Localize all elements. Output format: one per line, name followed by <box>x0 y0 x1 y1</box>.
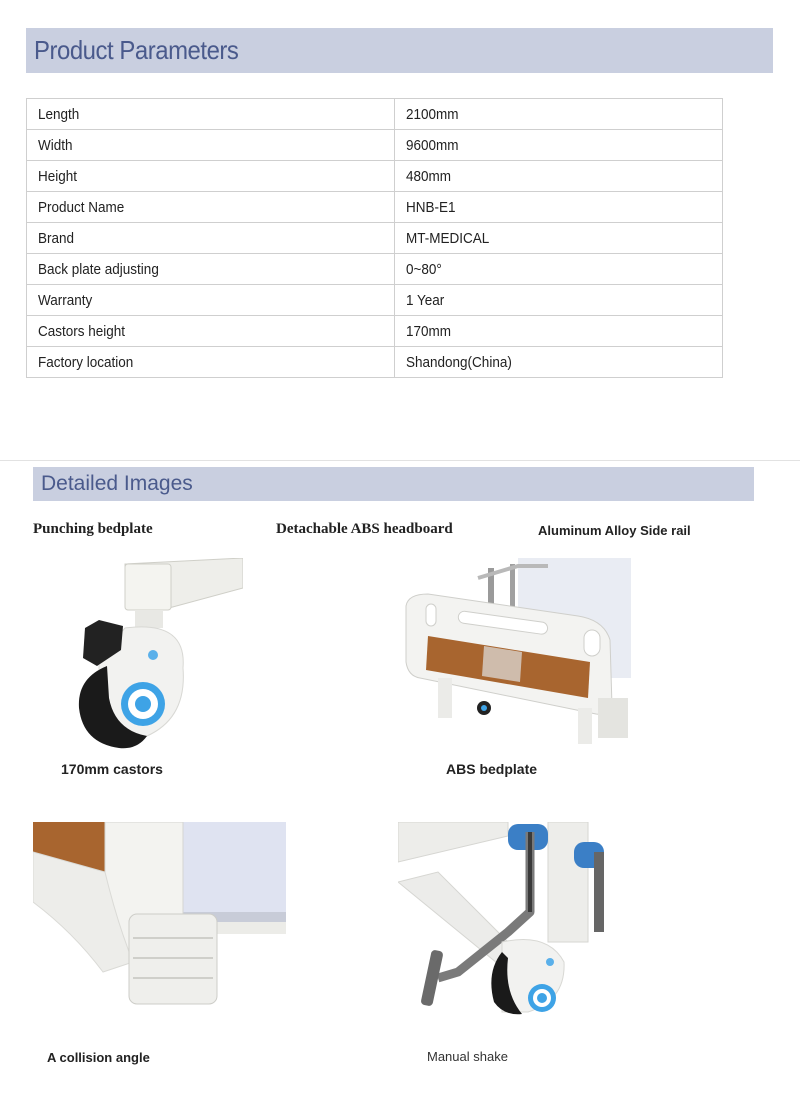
parameter-name-text: Warranty <box>38 291 93 309</box>
parameter-name <box>27 285 395 316</box>
caption-castors: 170mm castors <box>61 761 163 777</box>
parameter-value-text: 1 Year <box>406 291 445 309</box>
feature-label-abs-headboard: Detachable ABS headboard <box>276 521 453 537</box>
caption-collision-angle: A collision angle <box>47 1050 150 1065</box>
feature-label-side-rail: Aluminum Alloy Side rail <box>538 523 691 538</box>
parameter-name-text: Back plate adjusting <box>38 260 159 278</box>
parameter-name <box>27 223 395 254</box>
parameters-table <box>26 98 723 378</box>
parameter-row <box>27 347 723 378</box>
parameter-value <box>395 285 723 316</box>
parameter-row <box>27 316 723 347</box>
parameter-value <box>395 223 723 254</box>
parameter-value-text: HNB-E1 <box>406 198 456 216</box>
parameter-name-text: Castors height <box>38 322 126 340</box>
parameter-value <box>395 99 723 130</box>
parameter-value-text: Shandong(China) <box>406 353 512 371</box>
section-title: Product Parameters <box>34 35 239 65</box>
abs-bedplate-image <box>398 558 631 752</box>
castor-wheel-image <box>37 558 243 752</box>
parameter-name-text: Height <box>38 167 78 185</box>
parameter-row <box>27 254 723 285</box>
caption-manual-shake: Manual shake <box>427 1049 508 1064</box>
parameter-value <box>395 254 723 285</box>
parameter-name-text: Width <box>38 136 73 154</box>
parameter-value-text: 0~80° <box>406 260 442 278</box>
parameter-row <box>27 192 723 223</box>
parameter-name <box>27 192 395 223</box>
parameter-name <box>27 161 395 192</box>
parameter-value <box>395 161 723 192</box>
parameter-row <box>27 161 723 192</box>
parameter-name <box>27 130 395 161</box>
parameter-value <box>395 316 723 347</box>
parameter-row <box>27 285 723 316</box>
divider <box>0 460 800 461</box>
caption-abs-bedplate: ABS bedplate <box>446 761 538 777</box>
parameter-value-text: 2100mm <box>406 105 459 123</box>
parameter-name <box>27 316 395 347</box>
parameter-row <box>27 99 723 130</box>
feature-label-punching-bedplate: Punching bedplate <box>33 521 153 537</box>
parameter-row <box>27 223 723 254</box>
parameter-value-text: MT-MEDICAL <box>406 229 490 247</box>
parameter-value <box>395 192 723 223</box>
parameter-value-text: 480mm <box>406 167 452 185</box>
parameter-name-text: Length <box>38 105 80 123</box>
parameter-value-text: 9600mm <box>406 136 459 154</box>
parameter-value <box>395 130 723 161</box>
collision-angle-image <box>33 822 286 1014</box>
parameter-name-text: Factory location <box>38 353 134 371</box>
parameter-value <box>395 347 723 378</box>
parameter-name <box>27 347 395 378</box>
manual-shake-image <box>398 822 608 1016</box>
parameter-value-text: 170mm <box>406 322 452 340</box>
section-header-product-parameters <box>26 28 773 73</box>
parameter-name-text: Brand <box>38 229 75 247</box>
parameter-name <box>27 99 395 130</box>
section-header-detailed-images <box>33 467 754 501</box>
parameter-name <box>27 254 395 285</box>
parameter-name-text: Product Name <box>38 198 125 216</box>
parameter-row <box>27 130 723 161</box>
section-title: Detailed Images <box>41 472 193 495</box>
